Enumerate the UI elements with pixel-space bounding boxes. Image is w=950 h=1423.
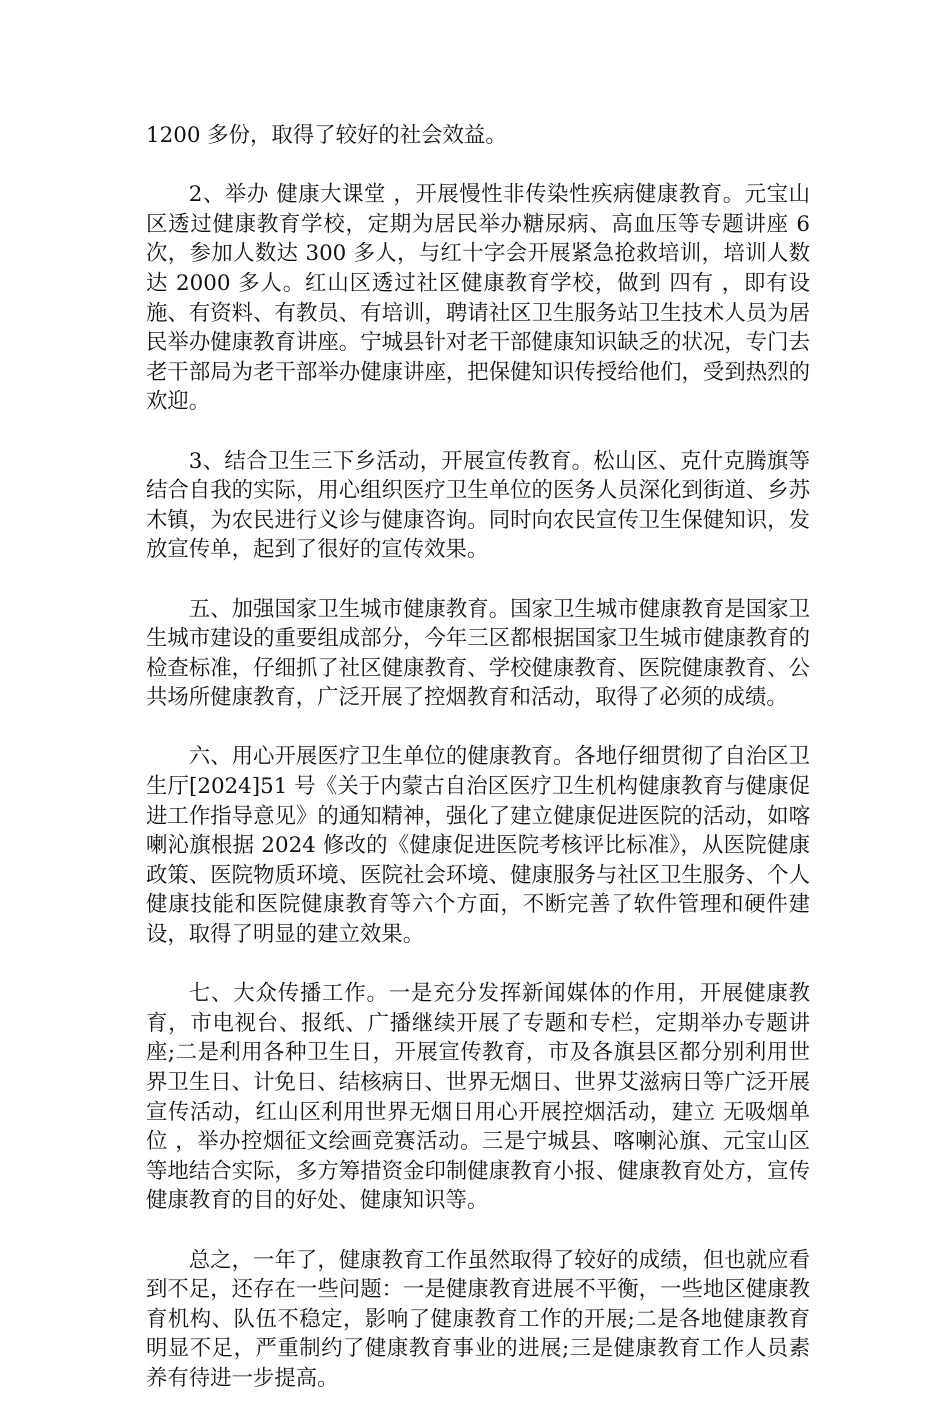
- paragraph-rural-outreach: 3、结合卫生三下乡活动，开展宣传教育。松山区、克什克腾旗等结合自我的实际，用心组织医疗卫生单位的医务人员深化到街道、乡苏木镇，为农民进行义诊与健康咨询。同时向农民宣传卫生保健知识，发放宣传单，起到了很好的宣传效果。: [146, 448, 810, 563]
- paragraph-continuation: 1200 多份，取得了较好的社会效益。: [146, 123, 507, 148]
- paragraph-medical-units: 六、用心开展医疗卫生单位的健康教育。各地仔细贯彻了自治区卫生厅[2024]51 号《关于内蒙古自治区医疗卫生机构健康教育与健康促进工作指导意见》的通知精神，强化了建立健康促进医院的活动，如喀喇沁旗根据 2024 修改的《健康促进医院考核评比标准》，从医院健康政策、医院物质环境、医院社会环境、健康服务与社区卫生服务、个人健康技能和医院健康教育等六个方面，不断完善了软件管理和硬件建设，取得了明显的建立效果。: [146, 744, 810, 948]
- document-page: [146, 121, 810, 1423]
- paragraph-summary: 总之，一年了，健康教育工作虽然取得了较好的成绩，但也就应看到不足，还存在一些问题：一是健康教育进展不平衡，一些地区健康教育机构、队伍不稳定，影响了健康教育工作的开展;二是各地健康教育明显不足，严重制约了健康教育事业的进展;三是健康教育工作人员素养有待进一步提高。: [146, 1247, 810, 1391]
- paragraph-health-classroom: 2、举办 健康大课堂 ，开展慢性非传染性疾病健康教育。元宝山区透过健康教育学校，定期为居民举办糖尿病、高血压等专题讲座 6 次，参加人数达 300 多人，与红十字会开展紧急抢救培训，培训人数达 2000 多人。红山区透过社区健康教育学校，做到 四有 ，即有设施、有资料、有教员、有培训，聘请社区卫生服务站卫生技术人员为居民举办健康教育讲座。宁城县针对老干部健康知识缺乏的状况，专门去老干部局为老干部举办健康讲座，把保健知识传授给他们，受到热烈的欢迎。: [146, 182, 810, 415]
- paragraph-mass-media: 七、大众传播工作。一是充分发挥新闻媒体的作用，开展健康教育，市电视台、报纸、广播继续开展了专题和专栏，定期举办专题讲座;二是利用各种卫生日，开展宣传教育，市及各旗县区都分别利用世界卫生日、计免日、结核病日、世界无烟日、世界艾滋病日等广泛开展宣传活动，红山区利用世界无烟日用心开展控烟活动，建立 无吸烟单位 ，举办控烟征文绘画竞赛活动。三是宁城县、喀喇沁旗、元宝山区等地结合实际，多方筹措资金印制健康教育小报、健康教育处方，宣传健康教育的目的好处、健康知识等。: [146, 981, 810, 1214]
- paragraph-national-health-city: 五、加强国家卫生城市健康教育。国家卫生城市健康教育是国家卫生城市建设的重要组成部分，今年三区都根据国家卫生城市健康教育的检查标准，仔细抓了社区健康教育、学校健康教育、医院健康教育、公共场所健康教育，广泛开展了控烟教育和活动，取得了必须的成绩。: [146, 596, 810, 711]
